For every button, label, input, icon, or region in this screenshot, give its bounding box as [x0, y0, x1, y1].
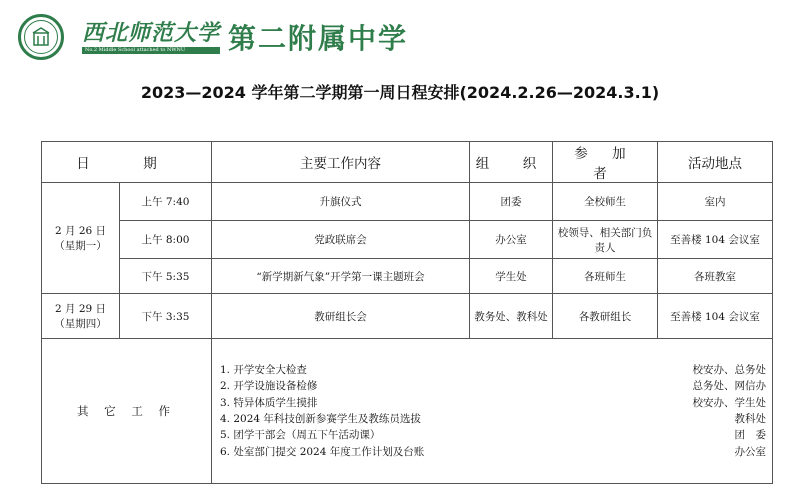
- table-row: [42, 183, 773, 221]
- time-cell: 上午 8:00: [120, 221, 212, 259]
- location-cell: 至善楼 104 会议室: [658, 294, 773, 339]
- list-item: [220, 411, 766, 427]
- table-header-row: [42, 142, 773, 183]
- header-content: 主要工作内容: [212, 142, 470, 183]
- date-cell-day1: [42, 183, 120, 294]
- location-cell: 室内: [658, 183, 773, 221]
- page-header: [18, 12, 408, 62]
- list-item: [220, 395, 766, 411]
- item-text: 4. 2024 年科技创新参赛学生及教练员选拔: [220, 413, 421, 425]
- location-cell: 至善楼 104 会议室: [658, 221, 773, 259]
- date-day1: 2 月 26 日: [54, 225, 107, 237]
- schedule-table: [41, 141, 773, 484]
- brand-block: [82, 21, 220, 54]
- time-cell: 下午 3:35: [120, 294, 212, 339]
- list-item: [220, 427, 766, 443]
- header-location: 活动地点: [658, 142, 773, 183]
- item-dept: 总务处、网信办: [692, 380, 766, 393]
- participants-cell: 全校师生: [553, 183, 658, 221]
- item-text: 2. 开学设施设备检修: [220, 380, 318, 393]
- item-text: 1. 开学安全大检查: [220, 363, 307, 376]
- participants-cell: 各班师生: [553, 259, 658, 294]
- org-cell: 团委: [470, 183, 553, 221]
- header-participants: 参 加 者: [553, 142, 658, 183]
- weekday-day2: （星期四）: [54, 318, 107, 330]
- time-cell: 下午 5:35: [120, 259, 212, 294]
- other-work-label: 其 它 工 作: [42, 339, 212, 484]
- org-cell: 学生处: [470, 259, 553, 294]
- item-dept: 教科处: [734, 413, 766, 425]
- item-dept: 校安办、学生处: [692, 396, 766, 409]
- time-cell: 上午 7:40: [120, 183, 212, 221]
- item-dept: 团 委: [734, 429, 766, 442]
- content-cell: 教研组长会: [212, 294, 470, 339]
- item-text: 5. 团学干部会（周五下午活动课）: [220, 429, 381, 442]
- location-cell: 各班教室: [658, 259, 773, 294]
- content-cell: 党政联席会: [212, 221, 470, 259]
- org-cell: 教务处、教科处: [470, 294, 553, 339]
- other-work-list: [212, 354, 772, 468]
- date-day2: 2 月 29 日: [54, 303, 107, 315]
- school-emblem-icon: [18, 14, 64, 60]
- weekday-day1: （星期一）: [54, 240, 107, 252]
- item-dept: 校安办、总务处: [692, 363, 766, 376]
- list-item: [220, 362, 766, 378]
- header-date: 日 期: [42, 142, 212, 183]
- content-cell: “新学期新气象”开学第一课主题班会: [212, 259, 470, 294]
- school-name: 第二附属中学: [228, 22, 409, 55]
- table-row: [42, 259, 773, 294]
- item-text: 6. 处室部门提交 2024 年度工作计划及台账: [220, 445, 425, 458]
- participants-cell: 校领导、相关部门负责人: [553, 221, 658, 259]
- school-english-name: No.2 Middle School attached to NWNU: [82, 47, 220, 54]
- university-name: 西北师范大学: [82, 19, 221, 46]
- list-item: [220, 378, 766, 394]
- list-item: [220, 444, 766, 460]
- header-org: 组 织: [470, 142, 553, 183]
- item-text: 3. 特异体质学生摸排: [220, 396, 318, 409]
- participants-cell: 各教研组长: [553, 294, 658, 339]
- table-row: [42, 294, 773, 339]
- org-cell: 办公室: [470, 221, 553, 259]
- page-title: 2023—2024 学年第二学期第一周日程安排(2024.2.26—2024.3.1): [140, 83, 660, 102]
- other-work-row: [42, 339, 773, 484]
- other-work-list-cell: [212, 339, 773, 484]
- table-row: [42, 221, 773, 259]
- content-cell: 升旗仪式: [212, 183, 470, 221]
- item-dept: 办公室: [734, 445, 766, 458]
- date-cell-day2: [42, 294, 120, 339]
